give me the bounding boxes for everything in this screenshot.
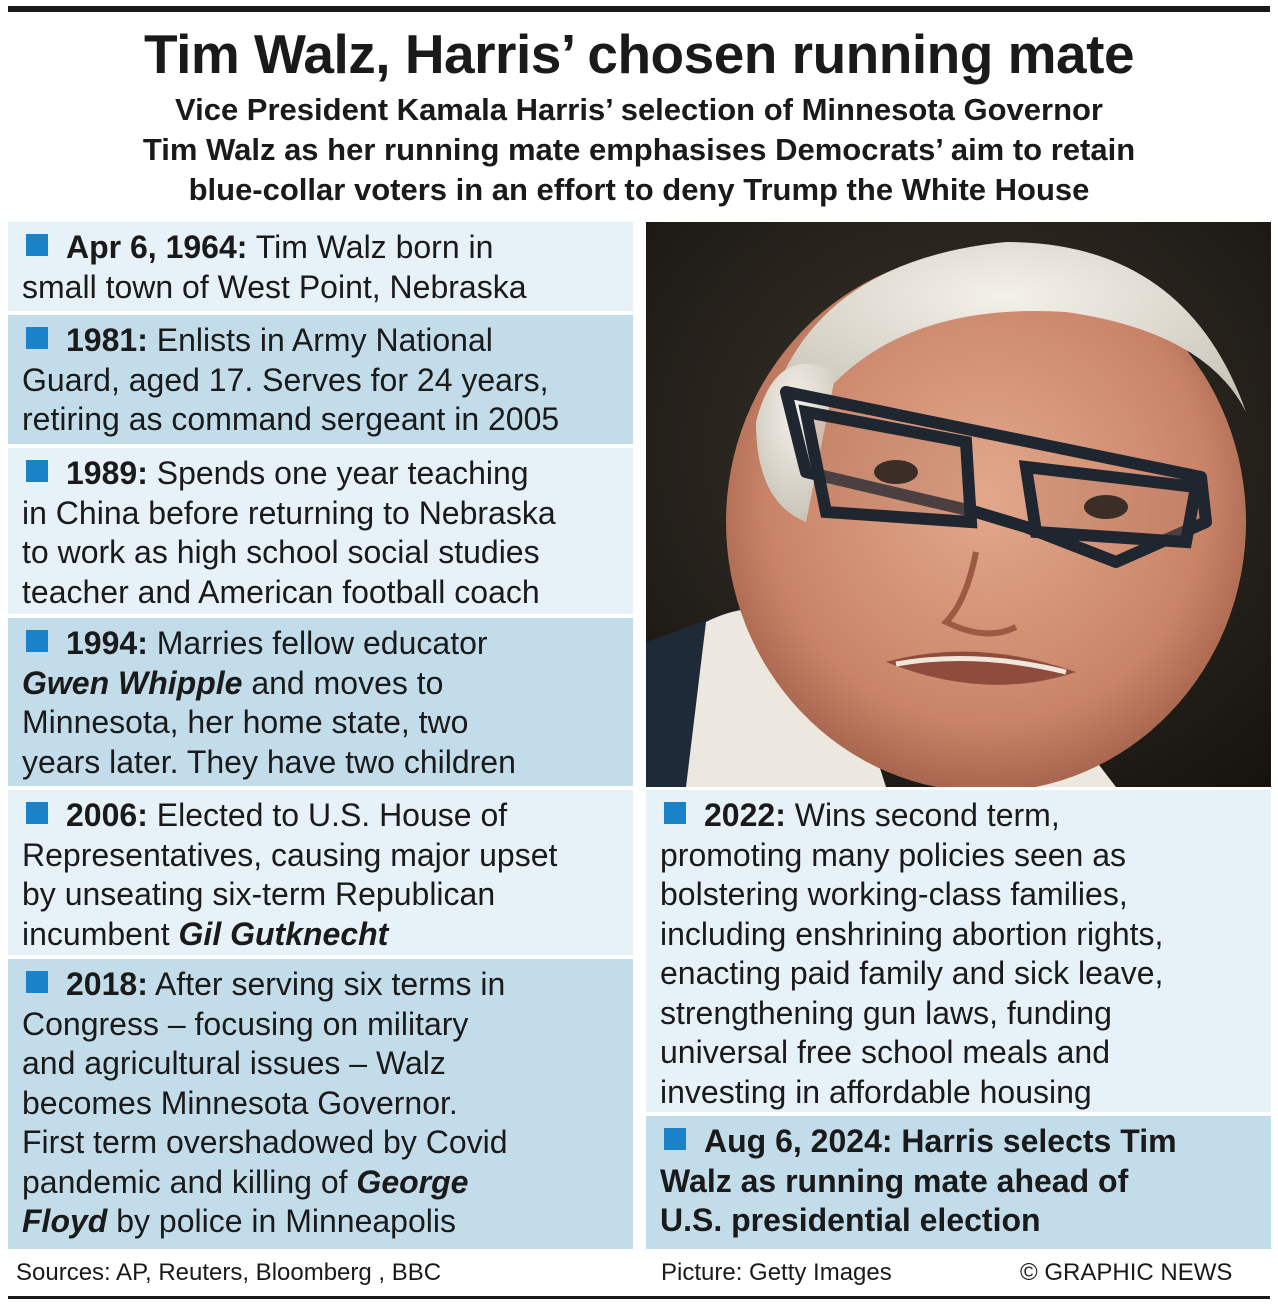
person-name: Gwen Whipple [22, 664, 243, 701]
bullet-square-icon [26, 460, 48, 482]
person-name: George [356, 1163, 469, 1200]
entry-date: Apr 6, 1964: [66, 229, 248, 265]
picture-credit: Picture: Getty Images [661, 1259, 892, 1286]
person-name: Floyd [22, 1203, 108, 1239]
timeline-entry-2018: 2018: After serving six terms in Congress – focusing on military and agricultural issues – Walz becomes Minnesota Governor. First term overshadowed by Covid pandemic and killing of George Floyd by police in Minneapolis [8, 959, 633, 1249]
entry-date: 2006: [66, 797, 148, 833]
entry-date: 2018: [66, 966, 148, 1002]
timeline-entry-1964: Apr 6, 1964: Tim Walz born in small town of West Point, Nebraska [8, 222, 633, 311]
page-title: Tim Walz, Harris’ chosen running mate [143, 23, 1135, 85]
bottom-rule [8, 1296, 1270, 1299]
bullet-square-icon [664, 1128, 686, 1150]
publisher-credit: © GRAPHIC NEWS [1020, 1259, 1233, 1286]
entry-date: 2022: [704, 797, 786, 833]
person-name: Gil Gutknecht [178, 915, 389, 952]
subtitle-line: Vice President Kamala Harris’ selection of Minnesota Governor [174, 92, 1104, 127]
subtitle-line: blue-collar voters in an effort to deny Trump the White House [188, 172, 1090, 207]
sources-credit: Sources: AP, Reuters, Bloomberg , BBC [16, 1259, 442, 1286]
entry-date: 1981: [66, 322, 148, 358]
bullet-square-icon [26, 327, 48, 349]
bullet-square-icon [26, 971, 48, 993]
bullet-square-icon [26, 630, 48, 652]
timeline-entry-1981: 1981: Enlists in Army National Guard, aged 17. Serves for 24 years, retiring as command sergeant in 2005 [8, 315, 633, 444]
timeline-entry-2024: Aug 6, 2024: Harris selects Tim Walz as running mate ahead of U.S. presidential election [646, 1116, 1271, 1249]
entry-date: 1989: [66, 455, 148, 491]
bullet-square-icon [664, 802, 686, 824]
bullet-square-icon [26, 234, 48, 256]
bullet-square-icon [26, 802, 48, 824]
entry-date: 1994: [66, 625, 148, 661]
subtitle-line: Tim Walz as her running mate emphasises Democrats’ aim to retain [142, 132, 1136, 167]
page-subtitle [20, 90, 1258, 210]
top-rule [8, 6, 1270, 12]
timeline-entry-2022: 2022: Wins second term, promoting many policies seen as bolstering working-class families, including enshrining abortion rights, enacting paid family and sick leave, strengthening gun laws, funding universal free school meals and investing in affordable housing [646, 790, 1271, 1112]
timeline-entry-1994: 1994: Marries fellow educator Gwen Whipple and moves to Minnesota, her home state, two years later. They have two children [8, 618, 633, 786]
timeline-entry-2006: 2006: Elected to U.S. House of Representatives, causing major upset by unseating six-term Republican incumbent Gil Gutknecht [8, 790, 633, 955]
portrait-illustration [646, 222, 1271, 787]
portrait-photo [646, 222, 1271, 787]
timeline-entry-1989: 1989: Spends one year teaching in China before returning to Nebraska to work as high school social studies teacher and American football coach [8, 448, 633, 614]
